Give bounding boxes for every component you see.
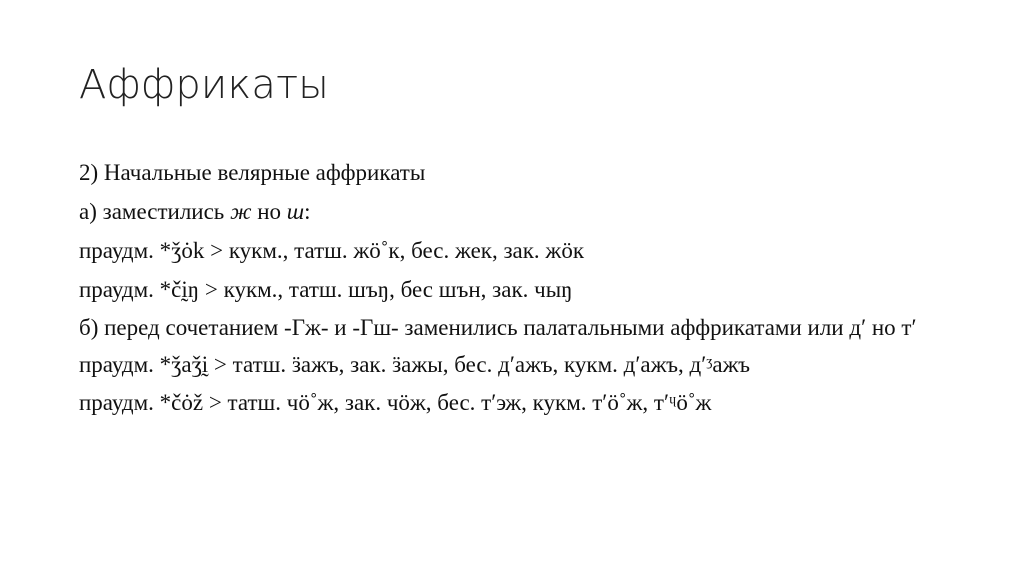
text-line-example-4 [79,388,939,418]
text-line-example-2 [79,275,939,305]
text-segment: но [251,199,287,224]
slide-body [79,158,939,427]
text-segment: 2) Начальные велярные аффрикаты [79,160,426,185]
text-line-example-3 [79,351,939,379]
slide-title: Аффрикаты [79,62,330,108]
text-segment: праудм. *ǯaǯḭ > татш. ӟажъ, зак. ӟажы, бес. д′ажъ, кукм. д′ажъ, д′ᶾажъ [79,352,751,377]
text-segment: праудм. *ǯȯk > кукм., татш. жӧ˚к, бес. жек, зак. жӧк [79,238,584,263]
text-segment: праудм. *čȯž > татш. чӧ˚ж, зак. чӧж, бес. т′эж, кукм. т′ӧ˚ж, т′ᶣӧ˚ж [79,390,712,415]
text-line-rule-a [79,197,939,227]
italic-letter: ш [286,199,305,224]
text-line-example-1 [79,236,939,266]
text-segment: б) перед сочетанием -Гж- и -Гш- заменились палатальными аффрикатами или д′ но т′ [79,315,917,340]
text-segment: а) заместились [79,199,231,224]
text-line-subtitle [79,158,939,188]
text-segment: : [304,199,311,224]
text-segment: праудм. *čḭŋ > кукм., татш. шъŋ, бес шън, зак. чыŋ [79,277,573,302]
italic-letter: ж [230,199,252,224]
text-line-rule-b [79,314,939,342]
